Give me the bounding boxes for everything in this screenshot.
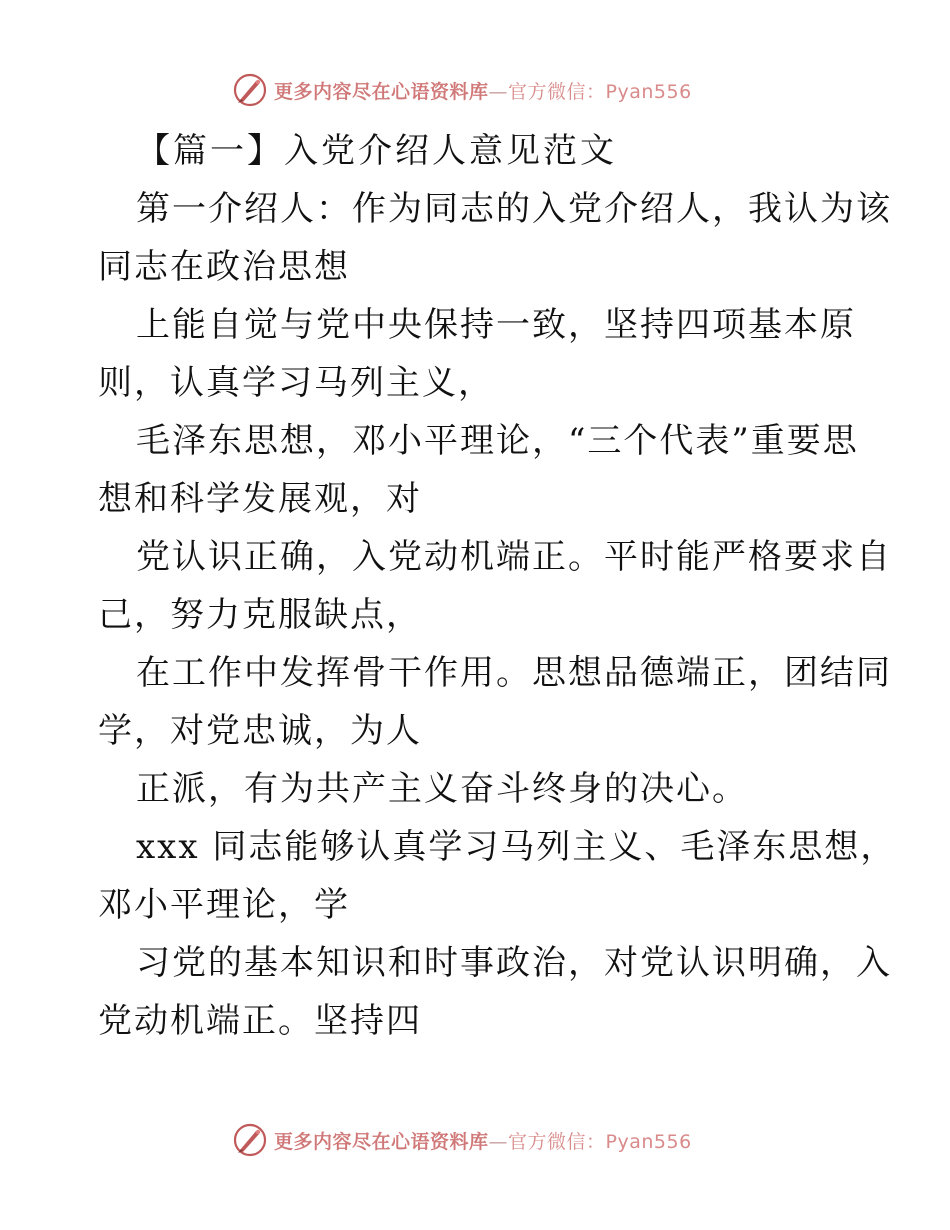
paragraph-line: 党认识正确，入党动机端正。平时能严格要求自 [136,537,892,577]
document-title: 【篇一】入党介绍人意见范文 [136,131,617,171]
quill-pen-icon [232,72,268,108]
paragraph-line: 想和科学发展观，对 [98,479,422,519]
document-body [98,122,897,1050]
watermark-wechat-label: 官方微信： [508,1130,606,1153]
watermark-wechat-id: Pyan556 [605,1130,692,1153]
paragraph-line: 己，努力克服缺点， [98,595,422,635]
paragraph-line: 党动机端正。坚持四 [98,1001,422,1041]
paragraph-line: 习党的基本知识和时事政治，对党认识明确，入 [136,943,892,983]
header-watermark [232,70,692,110]
paragraph-line: 则，认真学习马列主义， [98,363,494,403]
paragraph-line: 上能自觉与党中央保持一致，坚持四项基本原 [136,305,856,345]
paragraph-line: 正派，有为共产主义奋斗终身的决心。 [136,769,748,809]
paragraph-line: 毛泽东思想，邓小平理论，“三个代表”重要思 [136,421,859,461]
paragraph-line: 同志在政治思想 [98,247,350,287]
watermark-wechat-label: 官方微信： [508,80,606,103]
paragraph-line: 第一介绍人：作为同志的入党介绍人，我认为该 [136,189,892,229]
paragraph-line: 在工作中发挥骨干作用。思想品德端正，团结同 [136,653,892,693]
watermark-text [274,77,692,104]
watermark-separator: — [488,1130,509,1153]
watermark-brand: 更多内容尽在心语资料库 [274,1130,489,1153]
watermark-wechat-id: Pyan556 [605,80,692,103]
watermark-separator: — [488,80,509,103]
footer-watermark [232,1120,692,1160]
paragraph-line: 学，对党忠诚，为人 [98,711,422,751]
watermark-text [274,1127,692,1154]
paragraph-line: xxx 同志能够认真学习马列主义、毛泽东思想， [136,827,897,867]
watermark-brand: 更多内容尽在心语资料库 [274,80,489,103]
quill-pen-icon [232,1122,268,1158]
paragraph-line: 邓小平理论，学 [98,885,350,925]
